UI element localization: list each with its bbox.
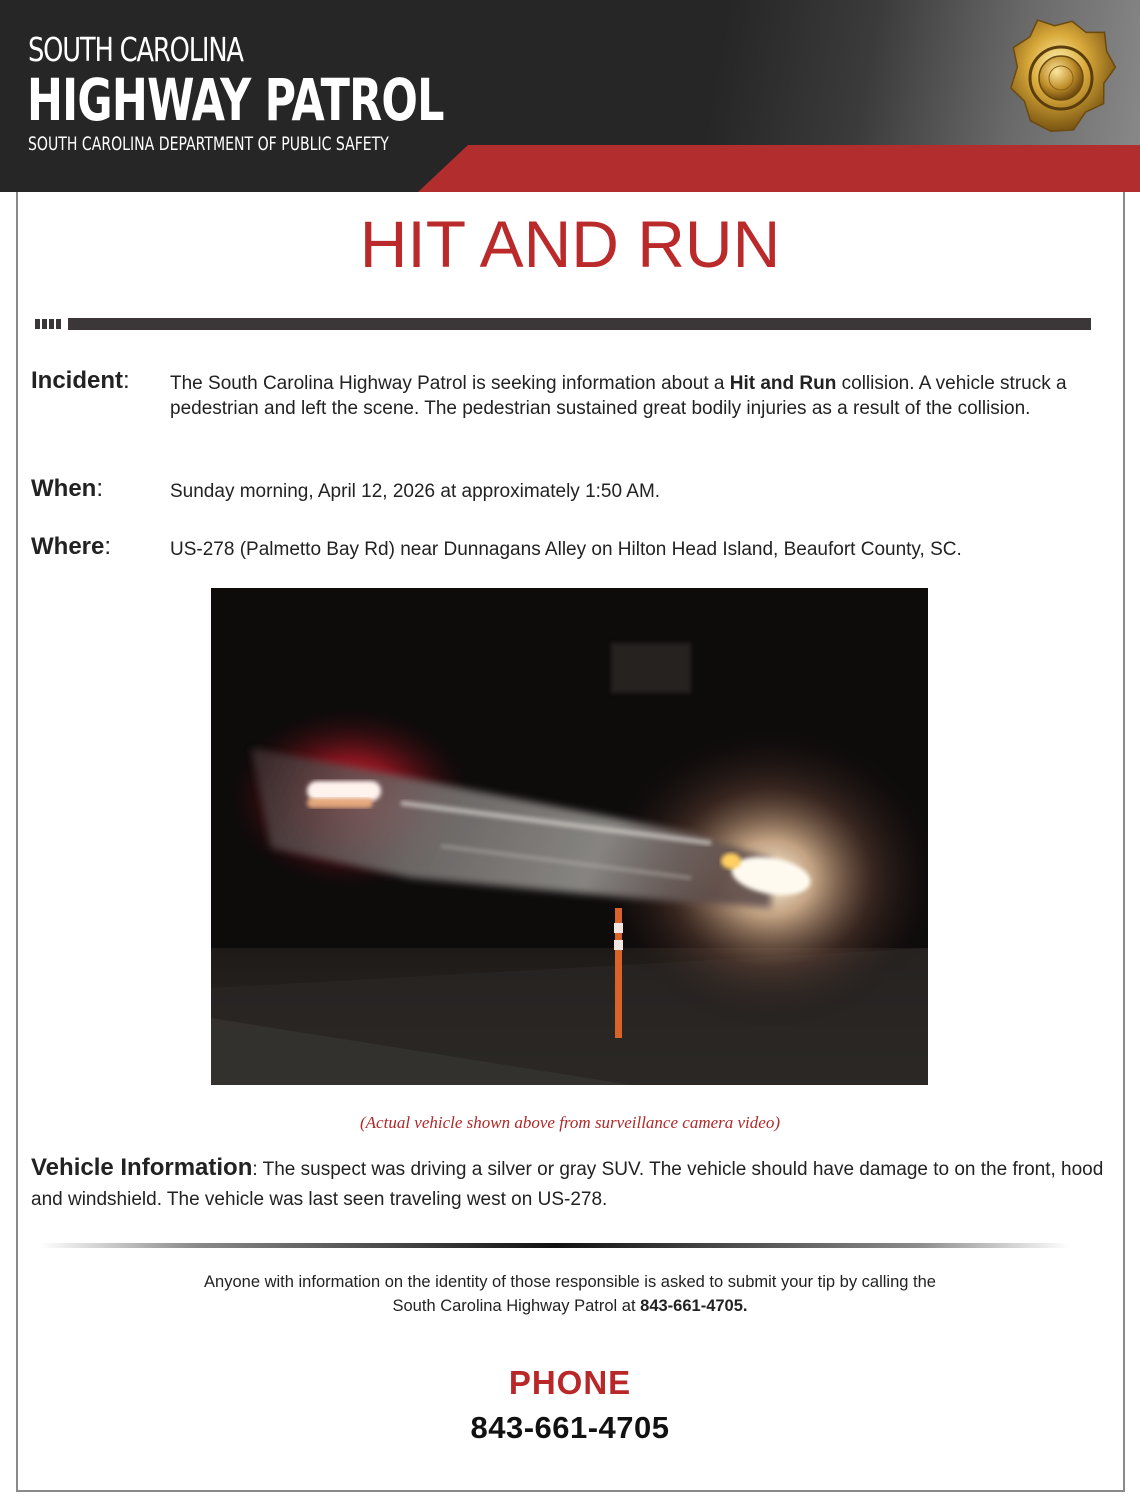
vehicle-info-text: The suspect was driving a silver or gray SUV. The vehicle should have damage to on the front, hood and windshield. The vehicle was last seen traveling west on US-278. <box>31 1159 1104 1210</box>
header-accent-band <box>418 145 1140 192</box>
incident-label: Incident: <box>31 367 130 394</box>
tip-line-2: South Carolina Highway Patrol at 843-661-4705. <box>392 1297 748 1315</box>
when-text: Sunday morning, April 12, 2026 at approximately 1:50 AM. <box>170 481 661 502</box>
page-title: HIT AND RUN <box>359 207 781 281</box>
tip-message <box>0 1270 1140 1318</box>
divider-ticks <box>35 319 61 329</box>
vehicle-info-label: Vehicle Information <box>31 1154 253 1181</box>
tip-line-1: Anyone with information on the identity of those responsible is asked to submit your tip by calling the <box>204 1273 936 1291</box>
incident-emphasis: Hit and Run <box>729 373 837 394</box>
agency-header <box>0 0 1140 192</box>
header-agency: HIGHWAY PATROL <box>27 66 444 134</box>
vehicle-information: Vehicle Information: The suspect was driving a silver or gray SUV. The vehicle should have damage to on the front, hood and windshield. The vehicle was last seen traveling west on US-278. <box>31 1154 1104 1210</box>
section-rule <box>40 1243 1070 1248</box>
divider-bar <box>68 318 1091 330</box>
header-department: SOUTH CAROLINA DEPARTMENT OF PUBLIC SAFETY <box>28 133 389 155</box>
when-label: When: <box>31 475 103 502</box>
phone-label: PHONE <box>508 1364 632 1401</box>
tip-phone: 843-661-4705. <box>640 1297 748 1315</box>
phone-number[interactable]: 843-661-4705 <box>470 1410 670 1445</box>
gold-badge-icon <box>1004 14 1116 144</box>
photo-caption: (Actual vehicle shown above from surveillance camera video) <box>360 1113 780 1132</box>
where-label: Where: <box>31 533 112 560</box>
surveillance-photo <box>211 588 928 1085</box>
header-state: SOUTH CAROLINA <box>28 30 243 69</box>
where-text: US-278 (Palmetto Bay Rd) near Dunnagans Alley on Hilton Head Island, Beaufort County, SC. <box>170 539 962 560</box>
incident-text: The South Carolina Highway Patrol is seeking information about a Hit and Run collision. A vehicle struck a pedestrian and left the scene. The pedestrian sustained great bodily injuries as a result of the collision. <box>170 373 1067 419</box>
section-divider <box>35 318 1091 330</box>
